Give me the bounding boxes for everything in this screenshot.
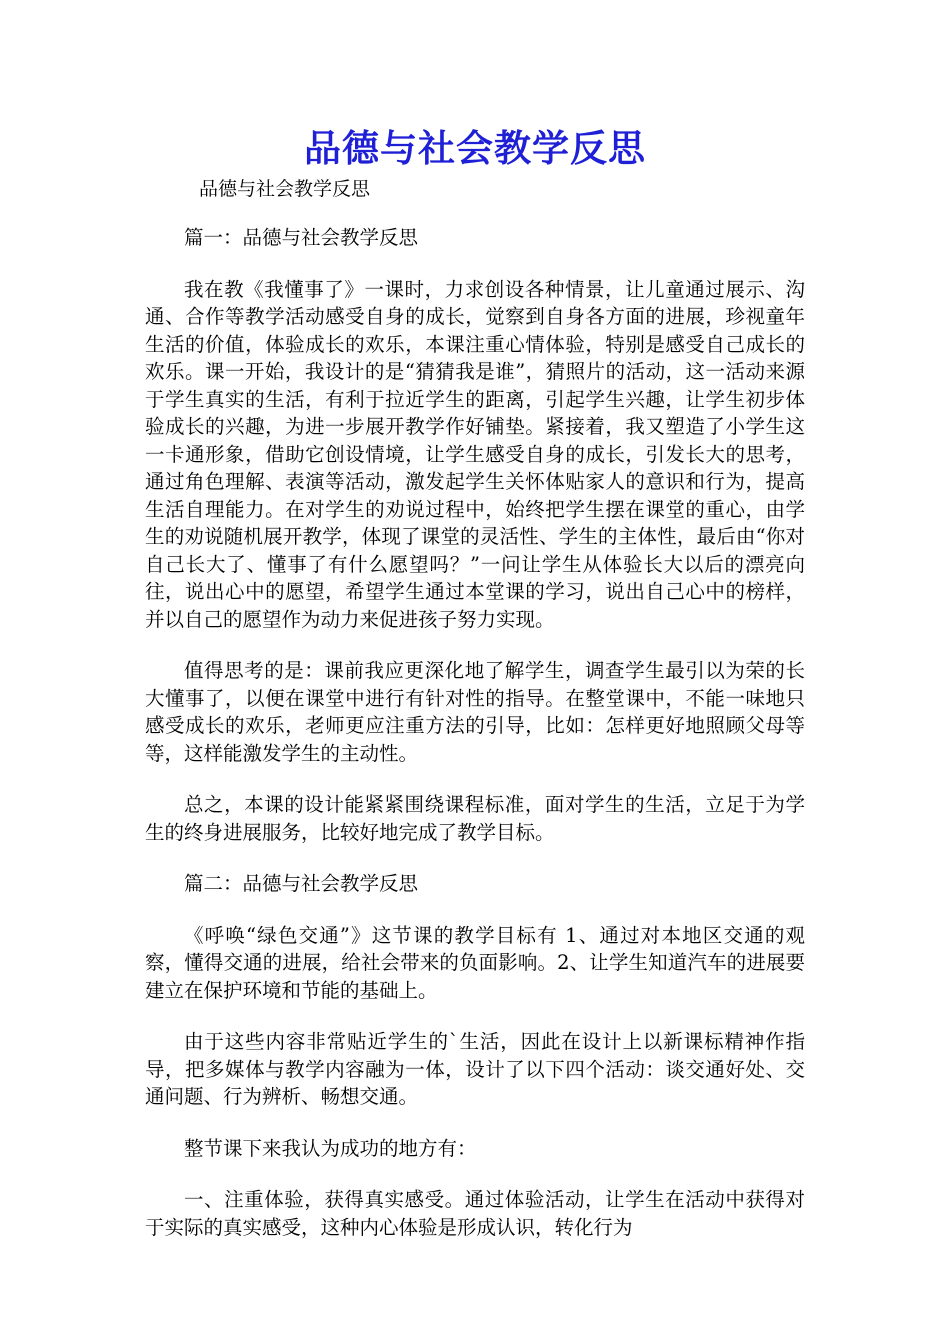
body-paragraph: 整节课下来我认为成功的地方有： <box>184 1136 477 1160</box>
document-subtitle: 品德与社会教学反思 <box>199 178 371 200</box>
document-body <box>145 224 805 1265</box>
body-paragraph: 一、注重体验，获得真实感受。通过体验活动，让学生在活动中获得对于实际的真实感受，这种内心体验是形成认识，转化行为 <box>145 1188 805 1239</box>
document-title: 品德与社会教学反思 <box>304 127 646 170</box>
body-paragraph: 总之，本课的设计能紧紧围绕课程标准，面对学生的生活，立足于为学生的终身进展服务，比较好地完成了教学目标。 <box>145 793 805 844</box>
section-heading-2: 篇二：品德与社会教学反思 <box>184 872 419 895</box>
section-heading-1: 篇一：品德与社会教学反思 <box>184 226 419 249</box>
body-paragraph: 我在教《我懂事了》一课时，力求创设各种情景，让儿童通过展示、沟通、合作等教学活动感受自身的成长，觉察到自身各方面的进展，珍视童年生活的价值，体验成长的欢乐，本课注重心情体验，特别是感受自己成长的欢乐。课一开始，我设计的是“猜猜我是谁”，猜照片的活动，这一活动来源于学生真实的生活，有利于拉近学生的距离，引起学生兴趣，让学生初步体验成长的兴趣，为进一步展开教学作好铺垫。紧接着，我又塑造了小学生这一卡通形象，借助它创设情境，让学生感受自身的成长，引发长大的思考，通过角色理解、表演等活动，激发起学生关怀体贴家人的意识和行为，提高生活自理能力。在对学生的劝说过程中，始终把学生摆在课堂的重心，由学生的劝说随机展开教学，体现了课堂的灵活性、学生的主体性，最后由“你对自己长大了、懂事了有什么愿望吗？”一问让学生从体验长大以后的漂亮向往，说出心中的愿望，希望学生通过本堂课的学习，说出自己心中的榜样，并以自己的愿望作为动力来促进孩子努力实现。 <box>145 277 805 631</box>
body-paragraph: 值得思考的是：课前我应更深化地了解学生，调查学生最引以为荣的长大懂事了，以便在课堂中进行有针对性的指导。在整堂课中，不能一味地只感受成长的欢乐，老师更应注重方法的引导，比如：怎样更好地照顾父母等等，这样能激发学生的主动性。 <box>145 659 805 765</box>
body-paragraph: 《呼唤“绿色交通”》这节课的教学目标有 1、通过对本地区交通的观察，懂得交通的进展，给社会带来的负面影响。2、让学生知道汽车的进展要建立在保护环境和节能的基础上。 <box>145 923 805 1002</box>
body-paragraph: 由于这些内容非常贴近学生的`生活，因此在设计上以新课标精神作指导，把多媒体与教学内容融为一体，设计了以下四个活动：谈交通好处、交通问题、行为辨析、畅想交通。 <box>145 1030 805 1108</box>
